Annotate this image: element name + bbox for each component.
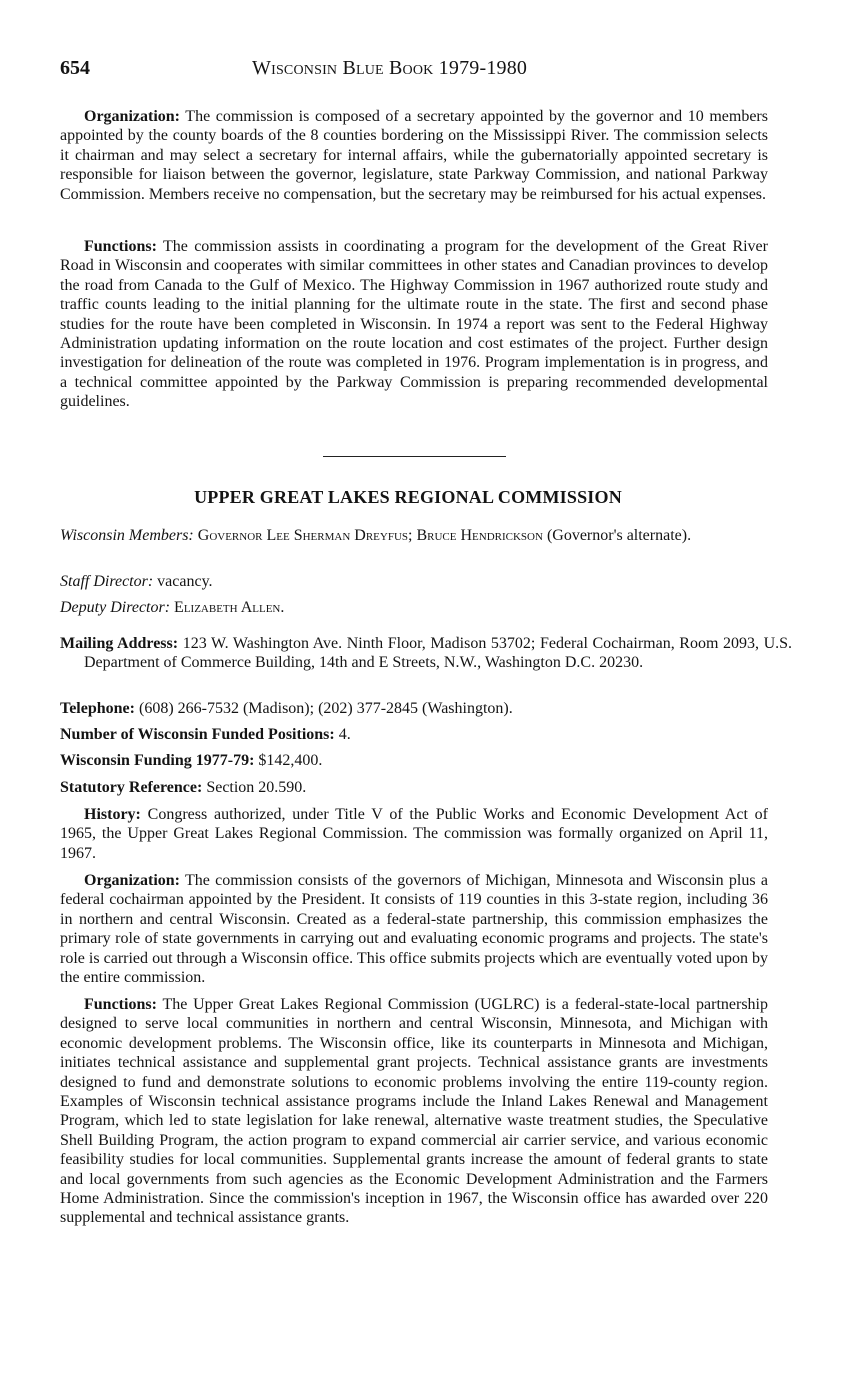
page-header — [60, 57, 800, 87]
telephone-value: (608) 266-7532 (Madison); (202) 377-2845 (Washington). — [138, 700, 513, 717]
uglrc-organization-text: The commission consists of the governors of Michigan, Minnesota and Wisconsin plus a federal cochairman appointed by the President. It consists of 119 counties in this 3-state region, including 36 in northern and central Wisconsin. Created as a federal-state partnership, this commission emphasizes the primary role of state governments in carrying out and evaluating economic programs and projects. The state's role is carried out through a Wisconsin office. This office submits projects which are eventually voted upon by the entire commission. — [60, 872, 768, 987]
functions-text: The commission assists in coordinating a program for the development of the Great River Road in Wisconsin and cooperates with similar committees in other states and Canadian provinces to develop the road from Canada to the Gulf of Mexico. The Highway Commission in 1967 authorized route study and traffic counts leading to the initial planning for the ultimate route in the state. The first and second phase studies for the route have been completed in Wisconsin. In 1974 a report was sent to the Federal Highway Administration updating information on the route location and cost estimates of the project. Further design investigation for delineation of the route was completed in 1976. Program implementation is in progress, and a technical committee appointed by the Parkway Commission is preparing recommended developmental guidelines. — [60, 238, 768, 411]
deputy-director-end: . — [280, 599, 285, 616]
funded-positions-label: Number of Wisconsin Funded Positions: — [60, 726, 335, 743]
uglrc-functions-label: Functions: — [84, 996, 157, 1013]
history-label: History: — [84, 806, 141, 823]
member-alternate: Bruce Hendrickson — [416, 527, 543, 544]
statutory-label: Statutory Reference: — [60, 779, 203, 796]
history-text: Congress authorized, under Title V of the Public Works and Economic Development Act of 1965, the Upper Great Lakes Regional Commission. The commission was formally organized on April 11, 1967. — [60, 806, 768, 862]
funded-positions-value: 4. — [338, 726, 351, 743]
member-governor: Governor Lee Sherman Dreyfus — [197, 527, 409, 544]
uglrc-functions-paragraph — [60, 995, 768, 1228]
deputy-director — [60, 598, 792, 617]
member-separator: ; — [408, 527, 417, 544]
section-title: UPPER GREAT LAKES REGIONAL COMMISSION — [194, 487, 622, 507]
functions-label: Functions: — [84, 238, 157, 255]
deputy-director-value: Elizabeth Allen — [174, 599, 281, 616]
funded-positions — [60, 725, 792, 744]
section-divider — [323, 456, 506, 457]
staff-director-value: vacancy. — [153, 573, 213, 590]
uglrc-functions-text: The Upper Great Lakes Regional Commission (UGLRC) is a federal-state-local partnership designed to serve local communities in northern and central Wisconsin, Minnesota, and Michigan with economic development problems. The Wisconsin office, like its counterparts in Minnesota and Michigan, initiates technical assistance and supplemental grant projects. Technical assistance grants are investments designed to fund and demonstrate solutions to economic problems involving the entire 119-county region. Examples of Wisconsin technical assistance programs include the Inland Lakes Renewal and Management Program, which led to state legislation for lake renewal, alternative waste treatment studies, the Speculative Shell Building Program, the action program to expand commercial air carrier service, and various economic feasibility studies for local communities. Supplemental grants increase the amount of federal grants to state and local governments from such agencies as the Economic Development Administration and the Farmers Home Administration. Since the commission's inception in 1967, the Wisconsin office has awarded over 220 supplemental and technical assistance grants. — [60, 996, 768, 1227]
deputy-director-label: Deputy Director: — [60, 599, 171, 616]
history-paragraph — [60, 805, 768, 863]
statutory-reference — [60, 778, 792, 797]
members-label: Wisconsin Members: — [60, 527, 194, 544]
organization-label: Organization: — [84, 108, 180, 125]
mailing-address-label: Mailing Address: — [60, 635, 179, 652]
book-title: Wisconsin Blue Book — [252, 57, 434, 79]
book-years: 1979-1980 — [438, 57, 528, 79]
telephone — [60, 699, 792, 718]
mailing-address — [60, 634, 792, 673]
telephone-label: Telephone: — [60, 700, 135, 717]
uglrc-organization-paragraph — [60, 871, 768, 987]
mailing-address-value: 123 W. Washington Ave. Ninth Floor, Madison 53702; Federal Cochairman, Room 2093, U.S. Department of Commerce Building, 14th and E Streets, N.W., Washington D.C. 20230. — [84, 635, 793, 672]
funding-label: Wisconsin Funding 1977-79: — [60, 752, 255, 769]
member-note: (Governor's alternate). — [542, 527, 692, 544]
statutory-value: Section 20.590. — [206, 779, 307, 796]
wisconsin-funding — [60, 751, 792, 770]
organization-text: The commission is composed of a secretary appointed by the governor and 10 members appointed by the county boards of the 8 counties bordering on the Mississippi River. The commission selects it chairman and may select a secretary for internal affairs, while the gubernatorially appointed secretary is responsible for liaison between the governor, legislature, state Parkway Commission, and national Parkway Commission. Members receive no compensation, but the secretary may be reimbursed for his actual expenses. — [60, 108, 768, 203]
wisconsin-members — [60, 526, 792, 545]
staff-director-label: Staff Director: — [60, 573, 154, 590]
staff-director — [60, 572, 792, 591]
funding-value: $142,400. — [258, 752, 323, 769]
parkway-organization-paragraph — [60, 107, 768, 204]
uglrc-organization-label: Organization: — [84, 872, 180, 889]
running-head — [252, 57, 527, 80]
parkway-functions-paragraph — [60, 237, 768, 412]
page-number: 654 — [60, 57, 90, 79]
